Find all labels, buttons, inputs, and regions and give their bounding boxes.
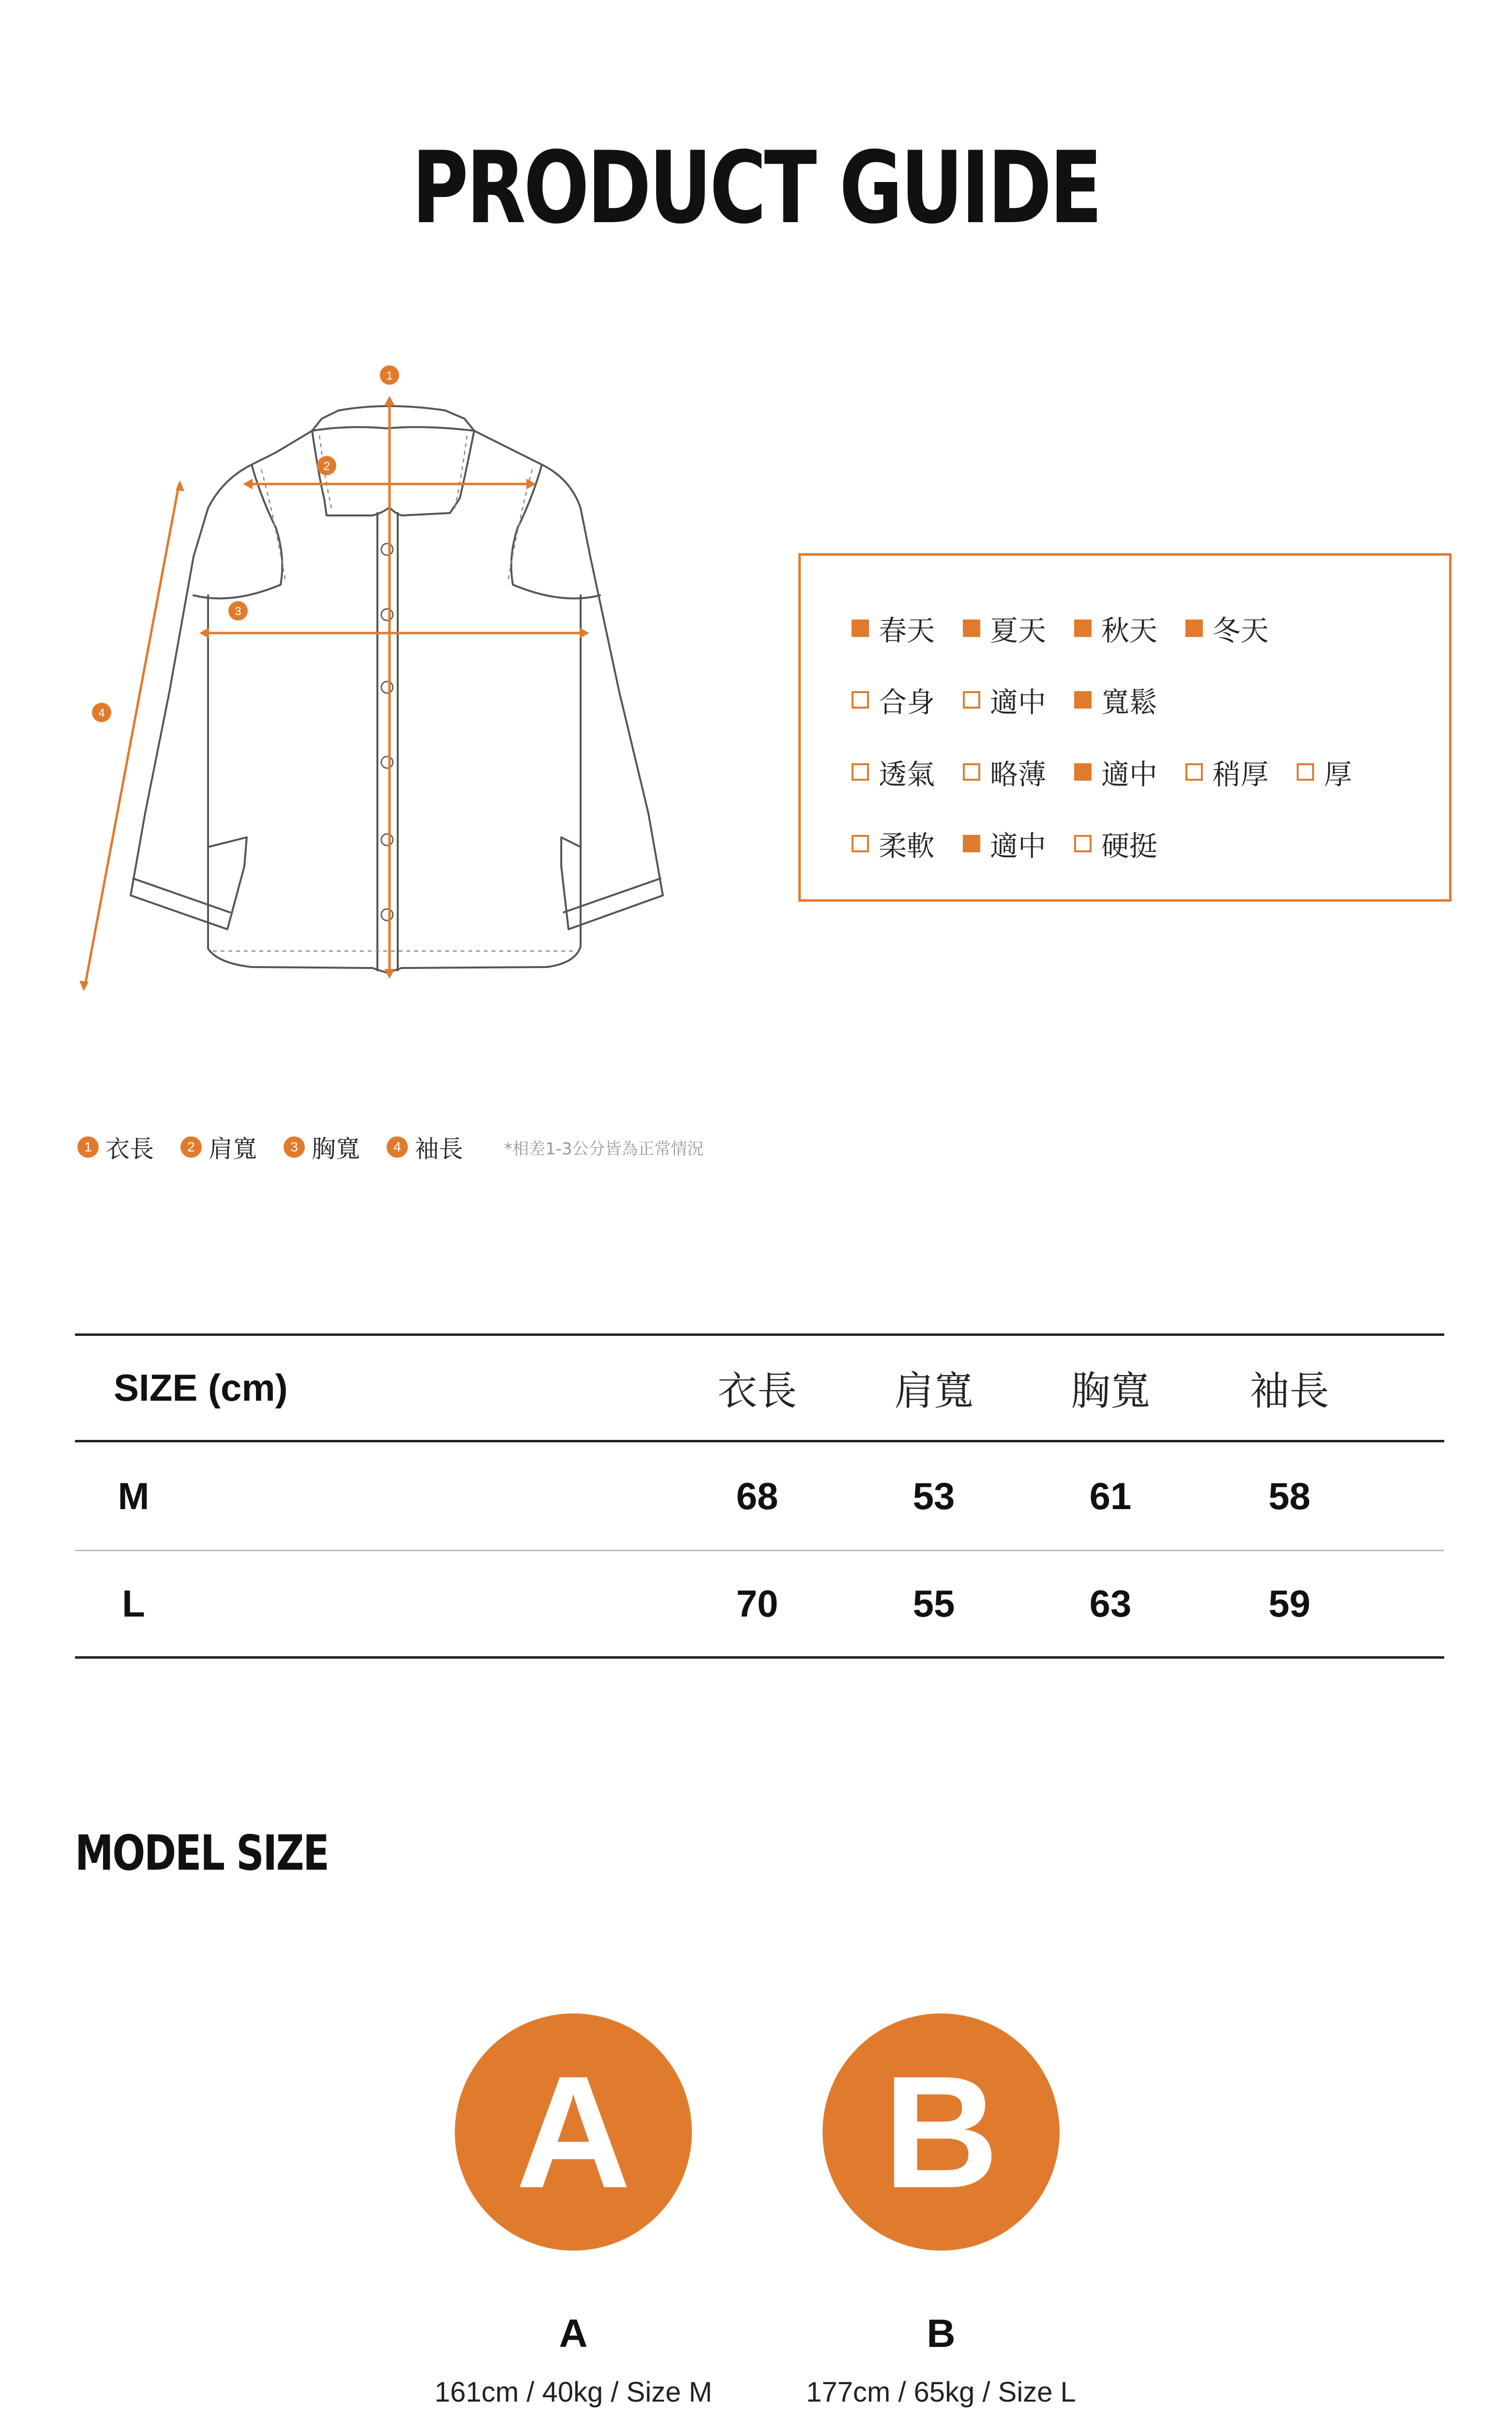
attr-option [963, 680, 1046, 720]
header-length: 衣長 [717, 1368, 797, 1414]
legend-label: 袖長 [415, 1135, 463, 1163]
attr-label: 合身 [879, 686, 935, 719]
model-measurements: 177cm / 65kg / Size L [806, 2376, 1076, 2408]
model-name: A [559, 2312, 588, 2356]
legend-label: 胸寬 [312, 1135, 360, 1163]
attr-label: 稍厚 [1213, 758, 1269, 791]
cell-size: L [122, 1582, 145, 1625]
attr-option [1297, 752, 1352, 792]
jacket-outline [131, 406, 663, 973]
attr-option [852, 680, 935, 720]
attr-option [852, 608, 935, 649]
attr-label: 適中 [1101, 758, 1158, 791]
checked-box-icon [852, 620, 869, 637]
legend-note: *相差1-3公分皆為正常情況 [504, 1139, 704, 1159]
cell-length: 70 [736, 1582, 778, 1625]
checked-box-icon [963, 835, 980, 852]
attr-label: 透氣 [879, 758, 935, 791]
legend-number: 1 [77, 1136, 99, 1158]
measure-lines [85, 399, 585, 987]
model-card-a [389, 2013, 757, 2408]
model-measurements: 161cm / 40kg / Size M [434, 2376, 712, 2408]
table-row [75, 1442, 1444, 1551]
header-sleeve: 袖長 [1249, 1368, 1329, 1414]
legend-label: 衣長 [105, 1135, 154, 1163]
cell-sleeve: 58 [1268, 1474, 1311, 1517]
attr-label: 硬挺 [1101, 830, 1158, 862]
attr-label: 略薄 [990, 758, 1047, 791]
cell-size: M [118, 1474, 150, 1517]
legend-number: 3 [284, 1136, 305, 1158]
legend-number: 4 [387, 1136, 408, 1158]
page-title: PRODUCT GUIDE [412, 131, 1100, 246]
cell-chest: 63 [1089, 1582, 1132, 1625]
attr-row-texture [852, 823, 1185, 864]
attr-option [1074, 680, 1157, 720]
attr-label: 厚 [1324, 758, 1352, 791]
unchecked-box-icon [1297, 763, 1314, 781]
checked-box-icon [1074, 763, 1092, 781]
table-header-row [75, 1333, 1444, 1442]
unchecked-box-icon [852, 835, 869, 852]
model-size-title: MODEL SIZE [75, 1825, 329, 1881]
legend-item [180, 1130, 257, 1165]
attr-option [1185, 752, 1269, 792]
attr-label: 適中 [990, 830, 1047, 862]
marker-3-label: 3 [235, 605, 241, 618]
attribute-box [798, 553, 1452, 902]
checked-box-icon [1074, 620, 1092, 637]
jacket-buttons [381, 544, 393, 921]
marker-1-label: 1 [386, 369, 393, 382]
measure-markers [92, 365, 399, 722]
legend-number: 2 [180, 1136, 202, 1158]
cell-chest: 61 [1089, 1474, 1132, 1517]
attr-option [963, 752, 1046, 792]
attr-label: 春天 [879, 614, 935, 647]
attr-option [1074, 752, 1157, 792]
legend-item [387, 1130, 463, 1165]
unchecked-box-icon [852, 691, 869, 709]
measure-legend [77, 1128, 704, 1166]
jacket-diagram [48, 353, 755, 1060]
attr-row-fit [852, 680, 1185, 720]
unchecked-box-icon [1074, 835, 1092, 852]
attr-label: 夏天 [990, 614, 1047, 647]
checked-box-icon [963, 620, 980, 637]
marker-4-label: 4 [98, 707, 105, 720]
checked-box-icon [1185, 620, 1203, 637]
attr-option [852, 752, 935, 792]
attr-label: 適中 [990, 686, 1047, 719]
size-table [75, 1333, 1444, 1659]
header-shoulder: 肩寬 [894, 1368, 973, 1414]
cell-length: 68 [736, 1474, 778, 1517]
cell-shoulder: 55 [913, 1582, 955, 1625]
cell-sleeve: 59 [1268, 1582, 1311, 1625]
attr-option [963, 608, 1046, 649]
marker-2-label: 2 [323, 460, 330, 473]
attr-label: 秋天 [1101, 614, 1158, 647]
attr-row-thickness [852, 752, 1380, 792]
header-chest: 胸寬 [1070, 1368, 1150, 1414]
model-badge: B [823, 2013, 1060, 2251]
cell-shoulder: 53 [913, 1474, 955, 1517]
checked-box-icon [1074, 691, 1092, 709]
legend-item [77, 1130, 154, 1165]
header-size: SIZE (cm) [114, 1366, 288, 1409]
attr-option [852, 823, 935, 864]
unchecked-box-icon [963, 763, 980, 781]
attr-option [1074, 823, 1157, 864]
model-name: B [927, 2312, 956, 2356]
unchecked-box-icon [1185, 763, 1203, 781]
attr-option [1074, 608, 1157, 649]
model-card-b [757, 2013, 1125, 2408]
unchecked-box-icon [963, 691, 980, 709]
legend-label: 肩寬 [209, 1135, 257, 1163]
unchecked-box-icon [852, 763, 869, 781]
attr-label: 寬鬆 [1101, 686, 1158, 719]
table-row [75, 1551, 1444, 1659]
legend-item [284, 1130, 360, 1165]
attr-option [963, 823, 1046, 864]
attr-label: 柔軟 [879, 830, 935, 862]
attr-row-season [852, 608, 1297, 649]
model-badge: A [455, 2013, 692, 2251]
attr-option [1185, 608, 1269, 649]
attr-label: 冬天 [1213, 614, 1269, 647]
